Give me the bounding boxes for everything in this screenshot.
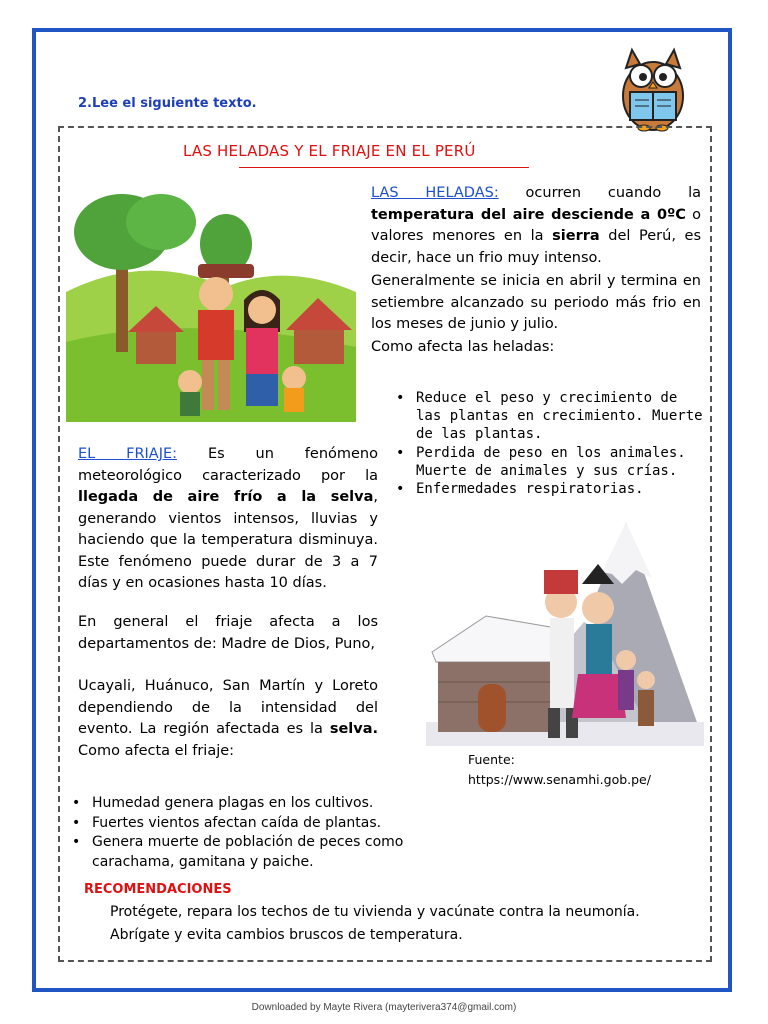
list-item: • Genera muerte de población de peces como carachama, gamitana y paiche. — [70, 833, 420, 872]
friaje-text-3: Como afecta el friaje: — [78, 742, 235, 759]
list-item: • Enfermedades respiratorias. — [394, 480, 710, 498]
owl-reading-icon — [618, 46, 688, 132]
recommendation-item: Protégete, repara los techos de tu vivienda y vacúnate contra la neumonía. — [110, 904, 640, 920]
heladas-text-3: del Perú, es decir, hace un frio muy intenso. — [371, 228, 702, 266]
heladas-text-1: ocurren cuando la — [498, 185, 701, 201]
friaje-bold-2: selva. — [329, 721, 378, 737]
mountain-family-illustration — [426, 512, 704, 746]
friaje-paragraph-2b — [78, 676, 378, 762]
heladas-text-2: o valores menores en la — [371, 206, 701, 244]
sierra-family-illustration — [66, 182, 356, 422]
friaje-bold-1: llegada de aire frío a la selva — [78, 489, 374, 505]
friaje-text-2: , generando vientos intensos, lluvias y haciendo que la temperatura disminuya. Este fenómeno puede durar de 3 a 7 días y en ocasiones hasta 10 días. — [78, 489, 378, 591]
source-url: https://www.senamhi.gob.pe/ — [468, 772, 651, 787]
download-footer: Downloaded by Mayte Rivera (mayterivera374@gmail.com) — [251, 1002, 517, 1013]
heladas-heading: LAS HELADAS: — [371, 185, 499, 201]
friaje-effects-list — [70, 794, 420, 872]
list-item: • Fuertes vientos afectan caída de plantas. — [70, 814, 420, 834]
friaje-text-1: Es un fenómeno meteorológico caracterizado por la — [78, 446, 378, 484]
heladas-bold-1: temperatura del aire desciende a 0ºC — [371, 206, 686, 223]
recommendation-item: Abrígate y evita cambios bruscos de temperatura. — [110, 927, 463, 943]
list-item: • Reduce el peso y crecimiento de las plantas en crecimiento. Muerte de las plantas. — [394, 389, 710, 444]
heladas-paragraph-2: Generalmente se inicia en abril y termina en setiembre alcanzado su periodo más frio en los meses de junio y julio. — [371, 273, 701, 332]
friaje-paragraph — [78, 444, 378, 595]
list-item: • Humedad genera plagas en los cultivos. — [70, 794, 420, 814]
heladas-paragraph — [371, 183, 701, 269]
heladas-paragraph-3: Como afecta las heladas: — [371, 339, 555, 355]
list-item: • Perdida de peso en los animales. Muerte de animales y sus crías. — [394, 444, 710, 480]
friaje-heading: EL FRIAJE: — [78, 446, 178, 462]
friaje-text-2b: Ucayali, Huánuco, San Martín y Loreto dependiendo de la intensidad del evento. La región afectada es la — [78, 678, 378, 737]
source-note — [468, 750, 651, 790]
recommendations-title: RECOMENDACIONES — [84, 882, 232, 897]
title-underline — [239, 167, 529, 168]
page-title: LAS HELADAS Y EL FRIAJE EN EL PERÚ — [183, 142, 476, 160]
heladas-effects-list — [394, 389, 710, 498]
source-label: Fuente: — [468, 752, 515, 767]
friaje-paragraph-2a: En general el friaje afecta a los departamentos de: Madre de Dios, Puno, — [78, 614, 378, 652]
instruction-text: 2.Lee el siguiente texto. — [78, 96, 257, 111]
heladas-bold-2: sierra — [552, 228, 600, 244]
